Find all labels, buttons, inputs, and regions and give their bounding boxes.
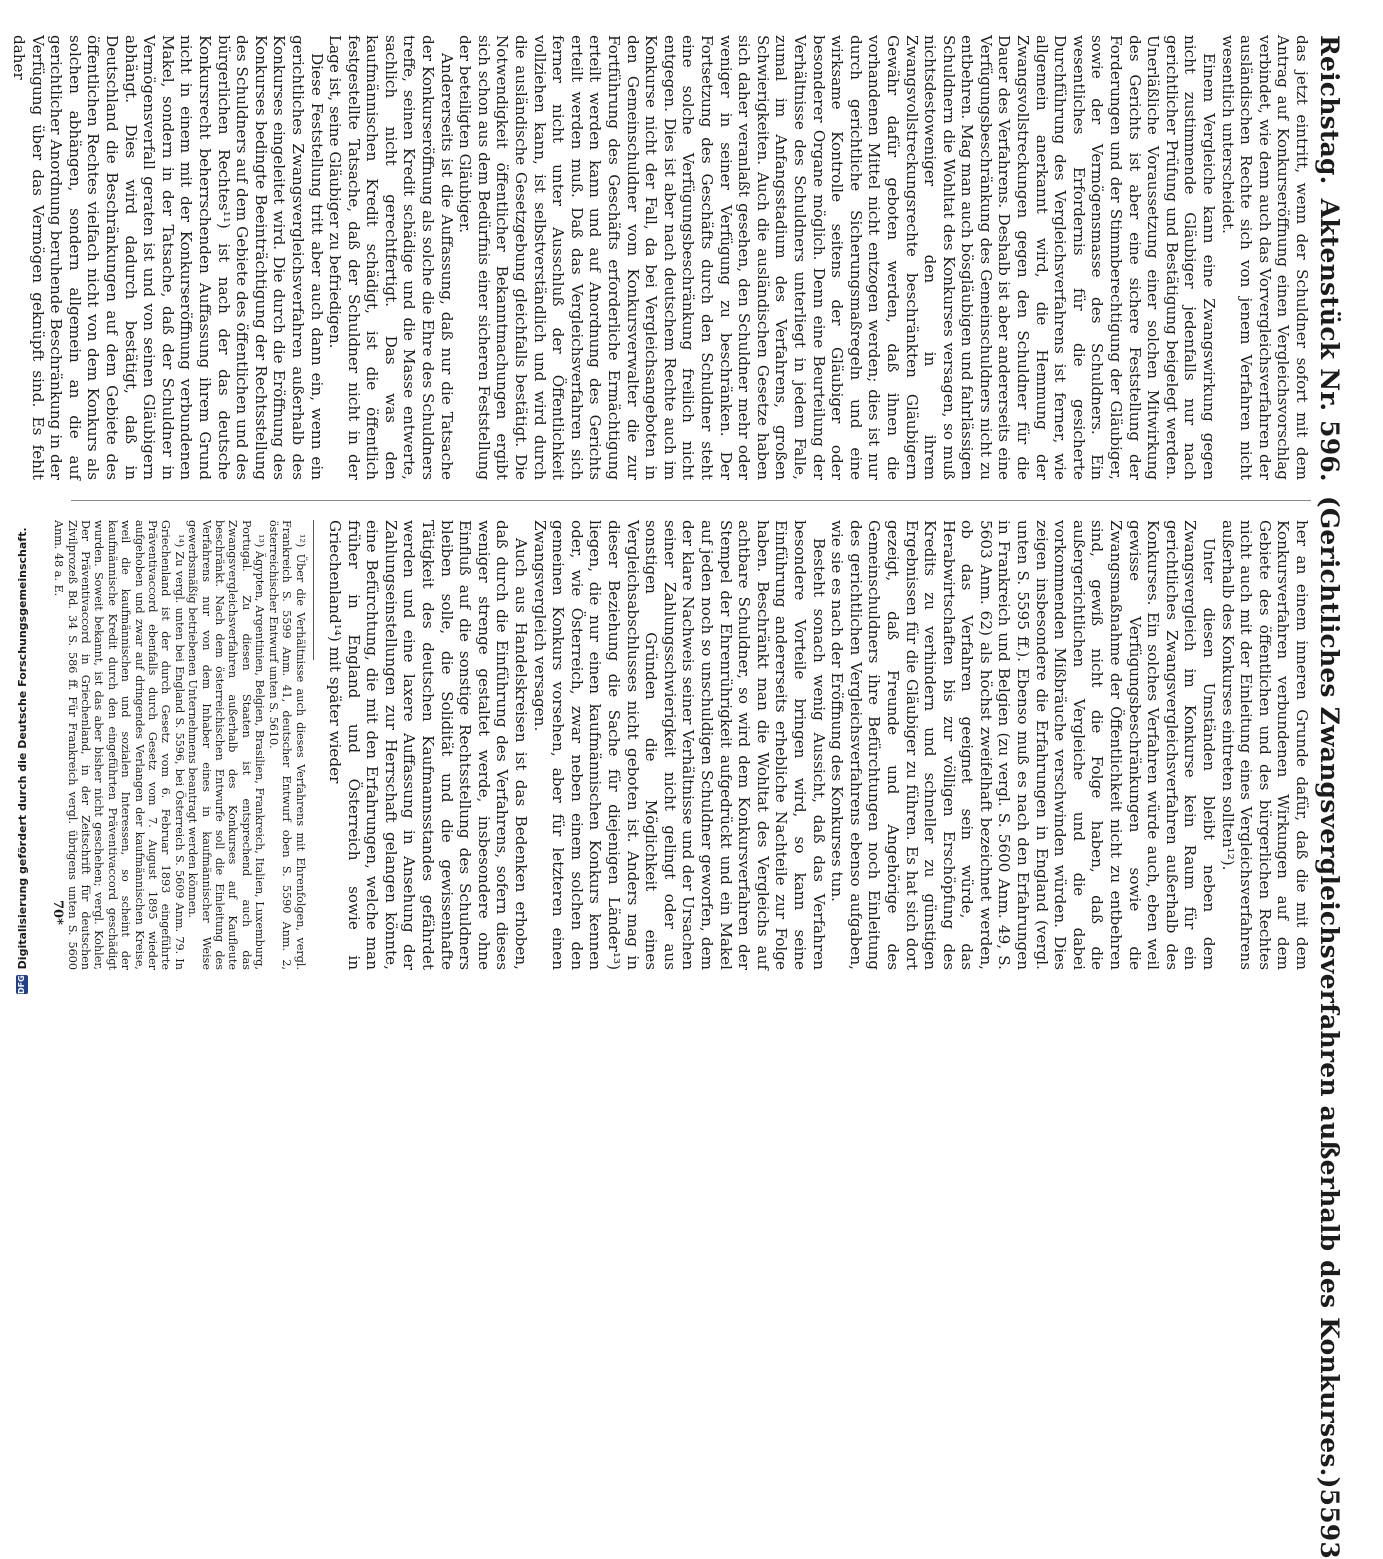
dfg-logo-icon: DFG [17, 975, 26, 994]
left-paragraph-2: Einem Vergleiche kann eine Zwangswirkung gegen nicht zustimmende Gläubiger jedenfalls nur nach gerichtlicher Prüfung und Bestätigung beigelegt werden. Unerläßliche Voraussetzung einer solchen Mitwirkung des Gerichts ist aber eine sichere Feststellung der Forderungen und der Stimmberechtigung der Gläubiger, sowie der Vermögensmasse des Schuldners. Ein wesentliches Erfordernis für die gesicherte Durchführung des Vergleichsverfahrens ist ferner, wie allgemein anerkannt wird, die Hemmung der Zwangsvollstreckungen gegen den Schuldner für die Dauer des Verfahrens. Deshalb ist aber andererseits eine Verfügungsbeschränkung des Gemeinschuldners nicht zu entbehren. Mag man auch bösgläubigen und fahrlässigen Schuldnern die Wohltat des Konkurses versagen, so muß nichtsdestoweniger den in ihrem Zwangsvollstreckungsrechte beschränkten Gläubigern Gewähr dafür geboten werden, daß ihnen die vorhandenen Mittel nicht entzogen werden; dies ist nur durch gerichtliche Sicherungsmaßregeln und eine wirksame Kontrolle seitens der Gläubiger oder besonderer Organe möglich. Denn eine Beurteilung der Verhältnisse des Schuldners unterliegt in jedem Falle, zumal im Anfangsstadium des Verfahrens, großen Schwierigkeiten. Auch die ausländischen Gesetze haben sich daher veranlaßt gesehen, den Schuldner mehr oder weniger in seiner Verfügung zu beschränken. Der Fortsetzung des Geschäfts durch den Schuldner steht eine solche Verfügungsbeschränkung freilich nicht entgegen. Dies ist aber nach deutschem Rechte auch im Konkurse nicht der Fall, da bei Vergleichsangeboten in den Gemeinschuldner vom Konkursverwalter die zur Fortführung des Geschäfts erforderliche Ermächtigung erteilt werden kann und auf Anordnung des Gerichts erteilt werden muß. Daß das Vergleichsverfahren sich ferner nicht unter Ausschluß der Öffentlichkeit vollziehen kann, ist selbstverständlich und wird durch die ausländische Gesetzgebung gleichfalls bestätigt. Die Notwendigkeit öffentlicher Bekanntmachungen ergibt sich schon aus dem Bedürfnis einer sicheren Feststellung der beteiligten Gläubiger. [456, 35, 1219, 480]
digitization-credit [14, 527, 30, 994]
header-reichstag: Reichstag. [1315, 35, 1344, 185]
footnote-13: ¹³) Ägypten, Argentinien, Belgien, Brasilien, Frankreich, Italien, Luxemburg, Portugal. Zu diesen Staaten ist entsprechend auch das Zwangsvergleichsverfahren außerhalb des Konkurses auf Kaufleute beschränkt. Nach dem österreichischen Entwurfe soll die Einleitung des Verfahrens nur von dem Inhaber eines in kaufmännischer Weise gewerbsmäßig betriebenen Unternehmens beantragt werden können. [186, 520, 267, 970]
right-column [52, 520, 1311, 970]
right-paragraph-1: her an einem inneren Grunde dafür, daß die mit dem Konkursverfahren verbundenen Wirkungen auf dem Gebiete des öffentlichen und des bürgerlichen Rechtes nicht auch mit der Einleitung eines Vergleichsverfahrens außerhalb des Konkurses eintreten sollten¹²). [1218, 520, 1311, 970]
header-aktenstueck: Aktenstück Nr. 596. [1315, 198, 1344, 482]
left-paragraph-4: Diese Feststellung tritt aber auch dann ein, wenn ein gerichtliches Zwangsvergleichsverfahren außerhalb des Konkurses eingeleitet wird. Die durch die Eröffnung des Konkurses bedingte Beeinträchtigung der Rechtsstellung des Schuldners auf dem Gebiete des öffentlichen und des bürgerlichen Rechtes¹¹) ist nach der das deutsche Konkursrecht beherrschenden Auffassung ihrem Grund nicht in einem mit der Konkurseröffnung verbundenen Makel, sondern in der Tatsache, daß der Schuldner in Vermögensverfall geraten ist und von seinen Gläubigern abhängt. Dies wird dadurch bestätigt, daß in Deutschland die Beschränkungen auf dem Gebiete des öffentlichen Rechtes vielfach nicht von dem Konkurs als solchen abhängen, sondern allgemein an die auf gerichtlicher Anordnung beruhende Beschränkung in der Verfügung über das Vermögen geknüpft sind. Es fehlt daher [10, 35, 326, 480]
right-paragraph-3: Besteht sonach wenig Aussicht, daß das Verfahren besondere Vorteile bringen wird, so kann seine Einführung andererseits erhebliche Nachteile zur Folge haben. Beschränkt man die Wohltat des Vergleichs auf achtbare Schuldner, so wird dem Konkursverfahren der Stempel der Ehrenrührigkeit aufgedrückt und ein Makel auf jeden noch so unschuldigen Schuldner geworfen, dem der klare Nachweis seiner Verhältnisse und der Ursachen seiner Zahlungsschwierigkeit nicht gelingt oder aus sonstigen Gründen die Möglichkeit eines Vergleichsabschlusses nicht geboten ist. Anders mag in dieser Beziehung die Sache für diejenigen Länder¹³) liegen, die nur einen kaufmännischen Konkurs kennen oder, wie Österreich, zwar neben einem solchen den gemeinen Konkurs vorsehen, aber für letzteren einen Zwangsvergleich versagen. [530, 520, 828, 970]
page-number: 5593 [1315, 1488, 1344, 1559]
right-paragraph-4: Auch aus Handelskreisen ist das Bedenken erhoben, daß durch die Einführung des Verfahrens, sofern dieses weniger strenge gestaltet werde, insbesondere ohne Einfluß auf die sonstige Rechtsstellung des Schuldners bleiben solle, die Solidität und die gewissenhafte Tätigkeit des deutschen Kaufmannsstandes gefährdet werden und eine laxere Auffassung in Ansehung der Zahlungseinstellungen zur Herrschaft gelangen könnte, eine Befürchtung, die mit den Erfahrungen, welche man früher in England und Österreich sowie in Griechenland¹⁴) mit später wieder [326, 520, 531, 970]
sheet-signature: 70* [50, 900, 65, 925]
page-header [1315, 35, 1351, 1559]
header-left-group [1315, 35, 1344, 1489]
header-title: (Gerichtliches Zwangsvergleichsverfahren außerhalb des Konkurses.) [1315, 495, 1344, 1489]
footnote-divider [313, 520, 314, 660]
left-paragraph-1: das jetzt eintritt, wenn der Schuldner sofort mit dem Antrag auf Konkurseröffnung einen Vergleichsvorschlag verbindet, wie denn auch das Vorvergleichsverfahren der ausländischen Rechte sich von jenem Verfahren nicht wesentlich unterscheidet. [1218, 35, 1311, 480]
column-divider [71, 500, 1311, 501]
footnote-12: ¹²) Über die Verhältnisse auch dieses Verfahrens mit Ehrenfolgen, vergl. Frankreich S. 5599 Anm. 41, deutscher Entwurf oben S. 5590 Anm. 2, österreichischer Entwurf unten S. 5610. [266, 520, 307, 970]
left-paragraph-3: Andererseits ist die Auffassung, daß nur die Tatsache der Konkurseröffnung als solche die Ehre des Schuldners treffe, seinen Kredit schädige und die Masse entwerte, sachlich nicht gerechtfertigt. Das was den kaufmännischen Kredit schädigt, ist die öffentlich festgestellte Tatsache, daß der Schuldner nicht in der Lage ist, seine Gläubiger zu befriedigen. [326, 35, 456, 480]
footnote-14: ¹⁴) Zu vergl. unten bei England S. 5596, bei Österreich S. 5609 Anm. 79. In Griechenland ist der durch Gesetz vom 6. Februar 1893 eingeführte Präventivaccord ebenfalls durch Gesetz vom 7. August 1895 wieder aufgehoben und zwar auf dringendes Verlangen der kaufmännischen Kreise, weil die kaufmännischen und sozialen Interessen, so scheint der kaufmännische Kredit durch den eingeführten Präventivaccord geschädigt wurden. Soweit bekannt, ist das aber bisher nicht geschehen; vergl. Kohler, Der Präventivaccord in Griechenland, in der Zeitschrift für deutschen Zivilprozeß Bd. 34 S. 586 ff. Für Frankreich vergl. übrigens unten S. 5600 Anm. 48 a. E. [52, 520, 186, 970]
credit-text: Digitalisierung gefördert durch die Deutsche Forschungsgemeinschaft. [15, 527, 29, 970]
right-paragraph-2: Unter diesen Umständen bleibt neben dem Zwangsvergleich im Konkurse kein Raum für ein gerichtliches Zwangsvergleichsverfahren außerhalb des Konkurses. Ein solches Verfahren würde auch, eben weil gewisse Verfügungsbeschränkungen sowie die Zwangsmaßnahme der Öffentlichkeit nicht zu entbehren sind, gewiß nicht die Folge haben, daß die außergerichtlichen Vergleiche und die dabei vorkommenden Mißbräuche verschwinden würden. Dies zeigen insbesondere die Erfahrungen in England (vergl. unten S. 5595 ff.). Ebenso muß es nach den Erfahrungen in Frankreich und Belgien (zu vergl. S. 5600 Anm. 49, S. 5603 Anm. 62) als höchst zweifelhaft bezeichnet werden, ob das Verfahren geeignet sein würde, das Herabwirtschaften bis zur völligen Erschöpfung des Kredits zu verhindern und schneller zu günstigen Ergebnissen für die Gläubiger zu führen. Es hat sich dort gezeigt, daß Freunde und Angehörige des Gemeinschuldners ihre Befürchtungen noch Einleitung des gerichtlichen Vergleichsverfahrens ebenso aufgaben, wie sie es nach der Eröffnung des Konkurses tun. [828, 520, 1219, 970]
left-column [0, 35, 1311, 480]
